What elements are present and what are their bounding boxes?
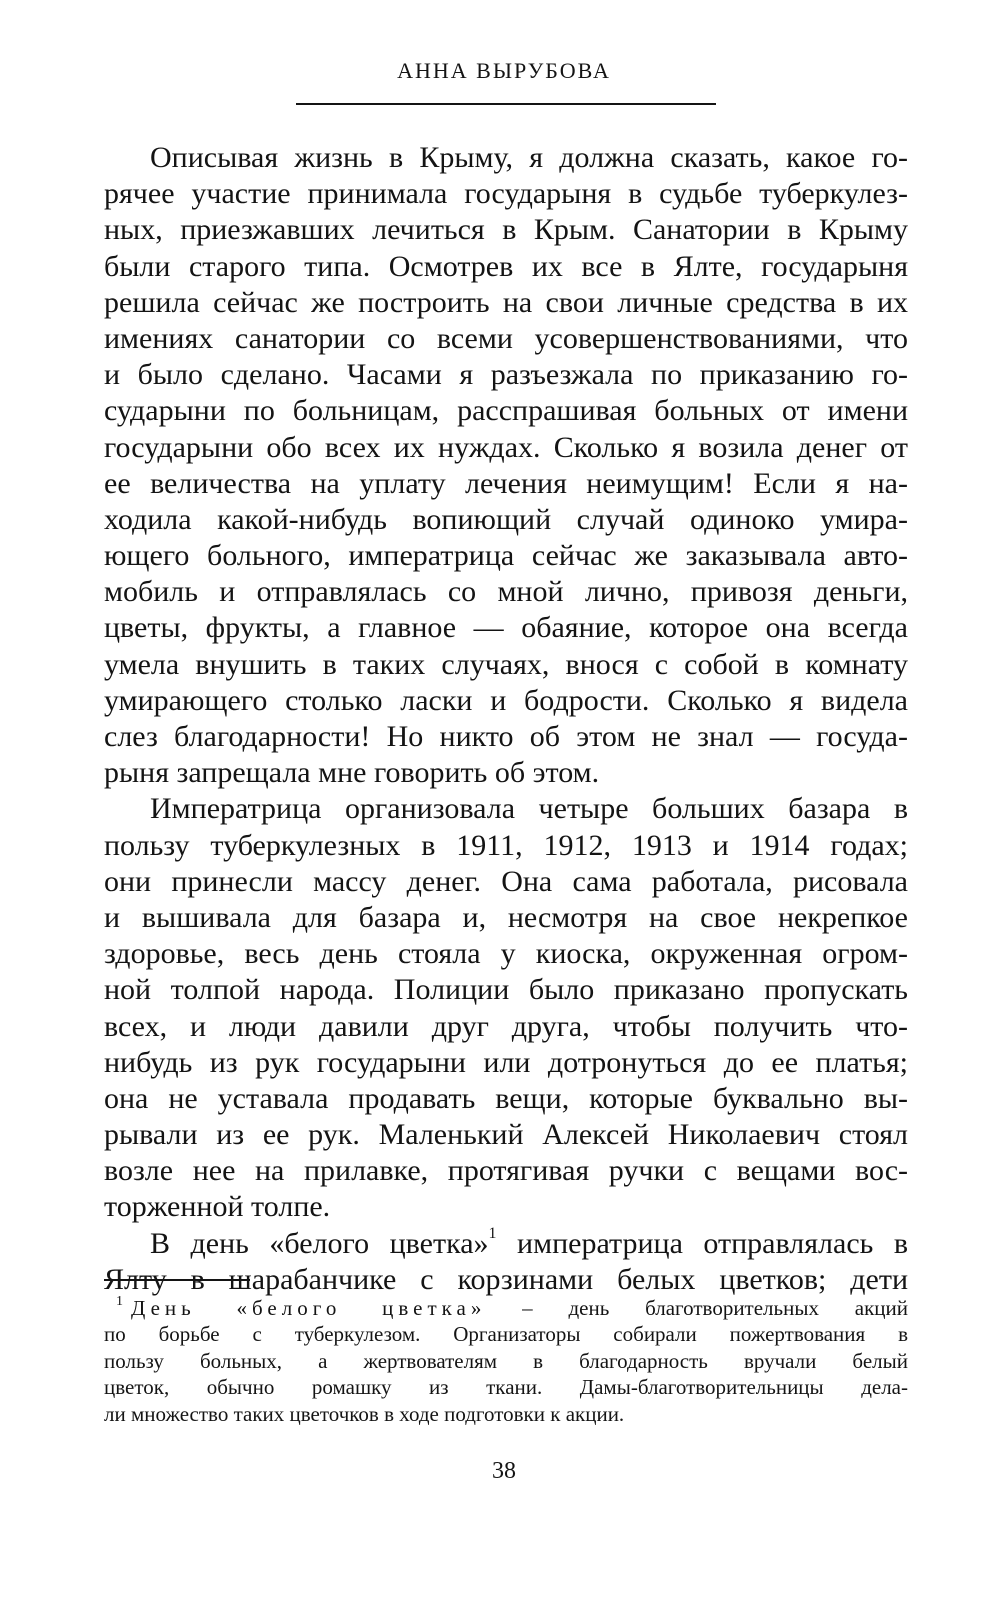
footnote-reference[interactable]: 1	[488, 1225, 497, 1242]
text-line: рячее участие принимала государыня в судьбе туберкулез-	[104, 177, 908, 211]
text-line: и вышивала для базара и, несмотря на свое некрепкое	[104, 900, 908, 934]
footnote-term: День «белого цветка»	[131, 1296, 487, 1320]
text-line: мобиль и отправлялась со мной лично, привозя деньги,	[104, 575, 908, 609]
text-line: ных, приезжавших лечиться в Крым. Санатории в Крыму	[104, 213, 908, 247]
text-line: Описывая жизнь в Крыму, я должна сказать, какое го-	[150, 141, 908, 174]
text-line: были старого типа. Осмотрев их все в Ялте, государыня	[104, 249, 908, 283]
footnote	[104, 1295, 908, 1427]
paragraph	[104, 791, 908, 1225]
text-line: они принесли массу денег. Она сама работала, рисовала	[104, 864, 908, 898]
text-line: пользу туберкулезных в 1911, 1912, 1913 и 1914 годах;	[104, 828, 908, 862]
paragraph	[104, 1226, 908, 1298]
paragraphs	[104, 140, 908, 1226]
footnote-line: пользу больных, а жертвователям в благодарность вручали белый	[104, 1348, 908, 1373]
text-line: здоровье, весь день стояла у киоска, окруженная огром-	[104, 937, 908, 971]
text-line: ющего больного, императрица сейчас же заказывала авто-	[104, 539, 908, 573]
text-line: умела внушить в таких случаях, внося с собой в комнату	[104, 647, 908, 681]
text-line: государыни обо всех их нуждах. Сколько я возила денег от	[104, 430, 908, 464]
text-line: нибудь из рук государыни или дотронуться до ее платья;	[104, 1045, 908, 1079]
text-fragment: В день «белого цветка»	[150, 1226, 489, 1260]
text-fragment: императрица отправлялась в	[517, 1226, 908, 1260]
text-line: она не уставала продавать вещи, которые буквально вы-	[104, 1081, 908, 1115]
text-line: имениях санатории со всеми усовершенствованиями, что	[104, 321, 908, 355]
text-line: торженной толпе.	[104, 1190, 331, 1224]
footnote-line: ли множество таких цветочков в ходе подготовки к акции.	[104, 1401, 625, 1426]
footnote-lines	[104, 1321, 908, 1427]
body-text	[104, 140, 908, 1298]
paragraph	[104, 140, 908, 791]
text-line: возле нее на прилавке, протягивая ручки с вещами вос-	[104, 1154, 908, 1188]
footnote-line: цветок, обычно ромашку из ткани. Дамы-благотворительницы дела-	[104, 1375, 908, 1400]
text-line: слез благодарности! Но никто об этом не знал — госуда-	[104, 720, 908, 753]
text-line: умирающего столько ласки и бодрости. Сколько я видела	[104, 683, 908, 717]
text-line: и было сделано. Часами я разъезжала по приказанию го-	[104, 358, 908, 392]
text-line: Ялту в шарабанчике с корзинами белых цветков; дети	[104, 1262, 908, 1296]
text-line: ходила какой-нибудь вопиющий случай одиноко умира-	[104, 502, 908, 536]
text-line: ной толпой народа. Полиции было приказано пропускать	[104, 973, 908, 1007]
text-line: всех, и люди давили друг друга, чтобы получить что-	[104, 1009, 908, 1043]
footnote-line: по борьбе с туберкулезом. Организаторы собирали пожертвования в	[104, 1322, 908, 1347]
text-line: рывали из ее рук. Маленький Алексей Николаевич стоял	[104, 1118, 908, 1152]
text-line: сударыни по больницам, расспрашивая больных от имени	[104, 394, 908, 428]
text-line: рыня запрещала мне говорить об этом.	[104, 756, 600, 790]
header-rule	[296, 103, 716, 105]
footnote-text: – день благотворительных акций	[522, 1296, 908, 1320]
text-line	[104, 1226, 908, 1262]
text-line: ее величества на уплату лечения неимущим! Если я на-	[104, 466, 908, 500]
page-number: 38	[492, 1458, 516, 1484]
text-line: решила сейчас же построить на свои личные средства в их	[104, 285, 908, 319]
footnote-marker: 1	[116, 1295, 123, 1309]
text-line: цветы, фрукты, а главное — обаяние, которое она всегда	[104, 611, 908, 645]
text-line: Императрица организовала четыре больших базара в	[150, 792, 908, 826]
running-head: АННА ВЫРУБОВА	[397, 58, 611, 83]
footnote-rule	[104, 1279, 250, 1281]
footnote-line	[104, 1295, 908, 1321]
